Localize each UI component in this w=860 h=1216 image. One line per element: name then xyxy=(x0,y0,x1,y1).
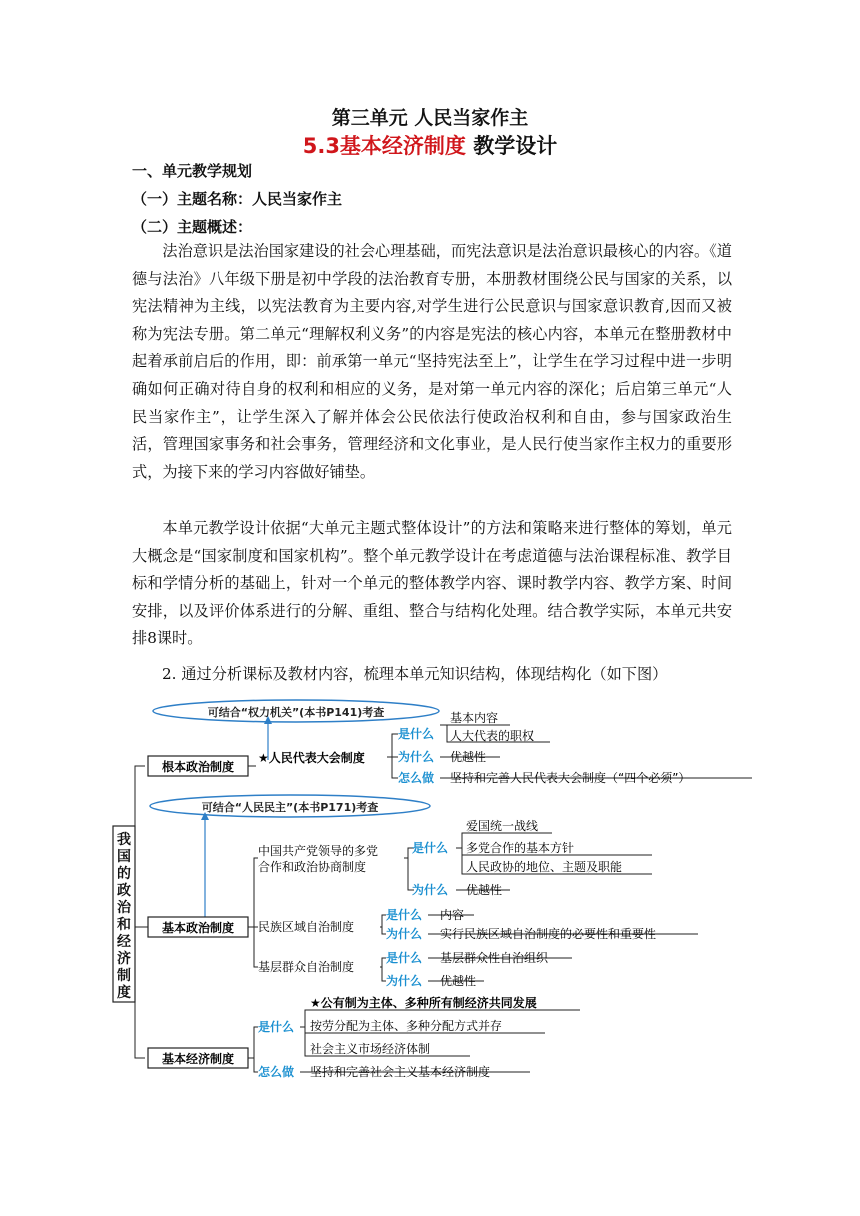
b1-what-label: 是什么 xyxy=(398,727,435,741)
b2-a-line1: 中国共产党领导的多党 xyxy=(258,844,379,858)
page-title: 第三单元 人民当家作主 xyxy=(331,107,529,129)
lesson-title-suffix: 教学设计 xyxy=(465,134,558,158)
svg-text:和: 和 xyxy=(117,917,131,933)
svg-text:度: 度 xyxy=(117,985,131,1001)
svg-text:制: 制 xyxy=(117,968,131,984)
section-heading-1-2: （二）主题概述： xyxy=(132,218,253,236)
b1-why-label: 为什么 xyxy=(398,750,435,764)
note-oval-1-text: 可结合“权力机关”(本书P141)考查 xyxy=(207,706,385,719)
b3-how-label: 怎么做 xyxy=(258,1065,295,1079)
b2-a-what-3: 人民政协的地位、主题及职能 xyxy=(466,860,623,874)
branch-2-label: 基本政治制度 xyxy=(161,921,235,935)
b1-what-1: 基本内容 xyxy=(450,711,499,725)
branch-1-label: 根本政治制度 xyxy=(161,760,235,774)
b1-how-1: 坚持和完善人民代表大会制度（“四个必须”） xyxy=(450,771,691,785)
b2-a-line2: 合作和政治协商制度 xyxy=(258,860,367,874)
b2-c-why-label: 为什么 xyxy=(386,974,423,988)
b2-a-what-2: 多党合作的基本方针 xyxy=(466,841,575,855)
b1-why-1: 优越性 xyxy=(450,750,487,764)
knowledge-structure-diagram xyxy=(0,696,860,1096)
section-heading-1: 一、单元教学规划 xyxy=(132,162,253,180)
paragraph-design: 本单元教学设计依据“大单元主题式整体设计”的方法和策略来进行整体的筹划，单元大概念是“国家制度和国家机构”。整个单元教学设计在考虑道德与法治课程标准、教学目标和学情分析的基础上，针对一个单元的整体教学内容、课时教学内容、教学方案、时间安排，以及评价体系进行的分解、重组、整合与结构化处理。结合教学实际，本单元共安排8课时。 xyxy=(132,519,732,648)
b1-item: ★人民代表大会制度 xyxy=(258,751,365,765)
b2-b-why-label: 为什么 xyxy=(386,927,423,941)
b2-c-why-1: 优越性 xyxy=(440,974,477,988)
b2-b-why-1: 实行民族区域自治制度的必要性和重要性 xyxy=(440,927,657,941)
b2-b-what-label: 是什么 xyxy=(386,908,423,922)
svg-text:的: 的 xyxy=(117,866,131,882)
b2-a-why-1: 优越性 xyxy=(466,883,503,897)
paragraph-structure-note: 2. 通过分析课标及教材内容，梳理本单元知识结构，体现结构化（如下图） xyxy=(162,665,668,683)
svg-text:我: 我 xyxy=(117,832,131,848)
b2-a-what-label: 是什么 xyxy=(412,841,449,855)
page-subtitle xyxy=(0,130,860,160)
svg-text:治: 治 xyxy=(117,900,131,916)
b2-a-why-label: 为什么 xyxy=(412,883,449,897)
b3-what-label: 是什么 xyxy=(258,1020,295,1034)
branch-3-label: 基本经济制度 xyxy=(161,1052,235,1066)
b3-what-1: ★公有制为主体、多种所有制经济共同发展 xyxy=(310,996,537,1010)
svg-text:经: 经 xyxy=(117,934,131,950)
b1-what-2: 人大代表的职权 xyxy=(450,729,535,743)
b2-c-label: 基层群众自治制度 xyxy=(258,960,355,974)
svg-text:国: 国 xyxy=(117,849,131,865)
b2-a-what-1: 爱国统一战线 xyxy=(466,819,539,833)
b2-c-what-1: 基层群众性自治组织 xyxy=(440,951,549,965)
b1-how-label: 怎么做 xyxy=(398,771,435,785)
lesson-title: 5.3基本经济制度 xyxy=(302,134,466,158)
section-heading-1-1: （一）主题名称：人民当家作主 xyxy=(132,190,343,208)
b2-b-what-1: 内容 xyxy=(440,908,465,922)
b3-what-2: 按劳分配为主体、多种分配方式并存 xyxy=(310,1019,503,1033)
b2-b-label: 民族区域自治制度 xyxy=(258,920,355,934)
note-oval-2-text: 可结合“人民民主”(本书P171)考查 xyxy=(201,801,379,814)
root-label xyxy=(117,832,132,1001)
svg-text:济: 济 xyxy=(117,951,131,967)
paragraph-overview: 法治意识是法治国家建设的社会心理基础，而宪法意识是法治意识最核心的内容。《道德与法治》八年级下册是初中学段的法治教育专册，本册教材围绕公民与国家的关系，以宪法精神为主线，以宪法教育为主要内容,对学生进行公民意识与国家意识教育,因而又被称为宪法专册。第二单元“理解权利义务”的内容是宪法的核心内容，本单元在整册教材中起着承前启后的作用，即：前承第一单元“坚持宪法至上”，让学生在学习过程中进一步明确如何正确对待自身的权利和相应的义务，是对第一单元内容的深化；后启第三单元“人民当家作主”，让学生深入了解并体会公民依法行使政治权利和自由，参与国家政治生活，管理国家事务和社会事务，管理经济和文化事业，是人民行使当家作主权力的重要形式，为接下来的学习内容做好铺垫。 xyxy=(132,242,732,481)
b2-c-what-label: 是什么 xyxy=(386,951,423,965)
b3-how-1: 坚持和完善社会主义基本经济制度 xyxy=(310,1065,491,1079)
b3-what-3: 社会主义市场经济体制 xyxy=(310,1042,431,1056)
svg-text:政: 政 xyxy=(117,883,131,899)
